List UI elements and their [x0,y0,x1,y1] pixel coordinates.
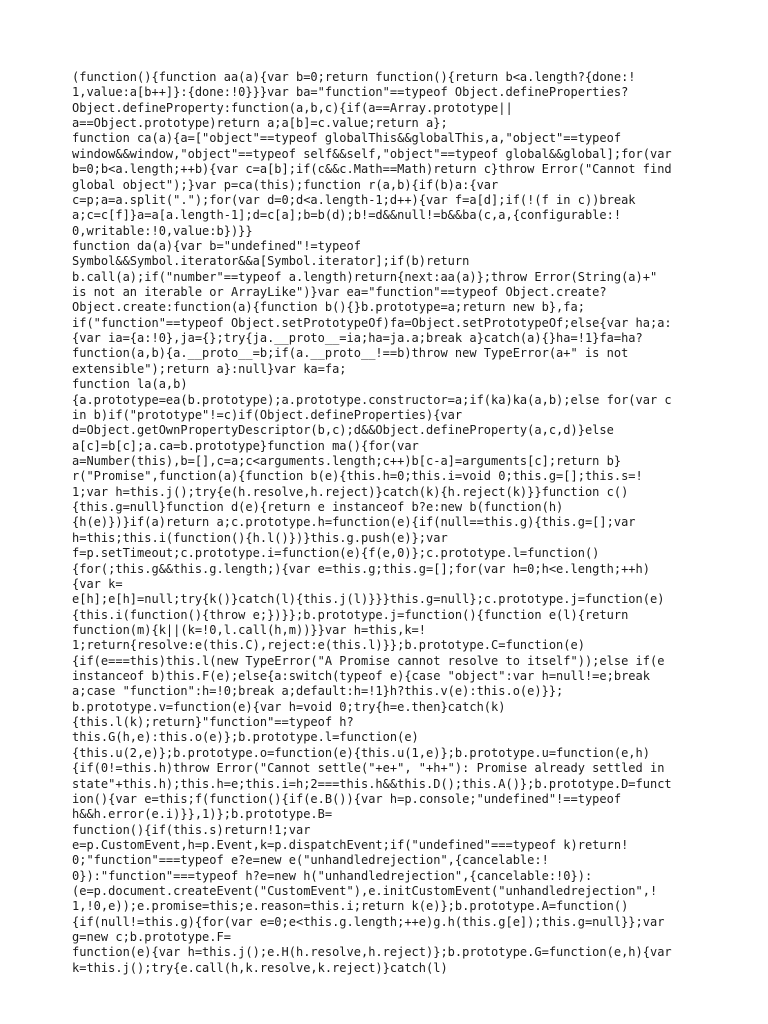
code-line: {this.l(k);return}"function"==typeof h? [72,715,354,730]
code-line: (function(){function aa(a){var b=0;return function(){return b<a.length?{done:! [72,70,636,84]
code-line: b.prototype.v=function(e){var h=void 0;try{h=e.then}catch(k) [72,699,506,714]
code-line: 1;var h=this.j();try{e(h.resolve,h.reject)}catch(k){h.reject(k)}}function c() [72,484,629,499]
code-line: 1;return{resolve:e(this.C),reject:e(this.l)}};b.prototype.C=function(e) [72,638,585,653]
code-line: e[h];e[h]=null;try{k()}catch(l){this.j(l)}}}this.g=null};c.prototype.j=function(e) [72,592,665,607]
code-line: function(m){k||(k=!0,l.call(h,m))}}var h=this,k=! [72,622,427,637]
code-line: r("Promise",function(a){function b(e){this.h=0;this.i=void 0;this.g=[];this.s=! [72,469,643,484]
code-line: h&&h.error(e.i)}},1)};b.prototype.B= [72,807,333,822]
code-line: a;c=c[f]}a=a[a.length-1];d=c[a];b=b(d);b!=d&&null!=b&&ba(c,a,{configurable:! [72,208,622,223]
code-line: {if(0!=this.h)throw Error("Cannot settle("+e+", "+h+"): Promise already settled in [72,761,665,776]
code-line: f=p.setTimeout;c.prototype.i=function(e){f(e,0)};c.prototype.l=function() [72,546,600,561]
source-code-view [72,70,702,976]
code-line: {var ia={a:!0},ja={};try{ja.__proto__=ia;ha=ja.a;break a}catch(a){}ha=!1}fa=ha? [72,331,643,346]
code-line: {for(;this.g&&this.g.length;){var e=this.g;this.g=[];for(var h=0;h<e.length;++h) [72,561,650,576]
code-line: k=this.j();try{e.call(h,k.resolve,k.reject)}catch(l) [72,960,448,975]
code-line: function(){if(this.s)return!1;var [72,822,311,837]
code-line: a[c]=b[c];a.ca=b.prototype}function ma(){for(var [72,438,419,453]
code-line: instanceof b)this.F(e);else{a:switch(typeof e){case "object":var h=null!=e;break [72,669,650,684]
code-line: function da(a){var b="undefined"!=typeof [72,238,361,253]
code-line: a;case "function":h=!0;break a;default:h=!1}h?this.v(e):this.o(e)}}; [72,684,564,699]
code-line: 1,value:a[b++]}:{done:!0}}}var ba="function"==typeof Object.defineProperties? [72,85,629,100]
code-line: if("function"==typeof Object.setPrototypeOf)fa=Object.setPrototypeOf;else{var ha;a: [72,315,672,330]
code-line: {h(e)})}if(a)return a;c.prototype.h=function(e){if(null==this.g){this.g=[];var [72,515,636,530]
code-line: g=new c;b.prototype.F= [72,930,231,945]
code-line: c=p;a=a.split(".");for(var d=0;d<a.length-1;d++){var f=a[d];if(!(f in c))break [72,192,636,207]
code-line: is not an iterable or ArrayLike")}var ea="function"==typeof Object.create? [72,285,607,300]
code-line: {this.u(2,e)};b.prototype.o=function(e){this.u(1,e)};b.prototype.u=function(e,h) [72,745,650,760]
code-line: state"+this.h);this.h=e;this.i=h;2===this.h&&this.D();this.A()};b.prototype.D=funct [72,776,672,791]
code-line: 0;"function"===typeof e?e=new e("unhandledrejection",{cancelable:! [72,853,549,868]
code-line: d=Object.getOwnPropertyDescriptor(b,c);d&&Object.defineProperty(a,c,d)}else [72,423,614,438]
code-line: 0,writable:!0,value:b})}} [72,223,253,238]
code-line: {if(e===this)this.l(new TypeError("A Promise cannot resolve to itself"));else if(e [72,653,665,668]
code-line: Symbol&&Symbol.iterator&&a[Symbol.iterator];if(b)return [72,254,470,269]
code-line: {this.i(function(){throw e;})}};b.prototype.j=function(){function e(l){return [72,607,629,622]
code-line: function(a,b){a.__proto__=b;if(a.__proto__!==b)throw new TypeError(a+" is not [72,346,629,361]
code-line: function ca(a){a=["object"==typeof globalThis&&globalThis,a,"object"==typeof [72,131,622,146]
code-line: {var k= [72,576,123,591]
code-line: 1,!0,e));e.promise=this;e.reason=this.i;return k(e)};b.prototype.A=function() [72,899,629,914]
code-line: function(e){var h=this.j();e.H(h.resolve,h.reject)};b.prototype.G=function(e,h){var [72,945,672,960]
code-line: e=p.CustomEvent,h=p.Event,k=p.dispatchEvent;if("undefined"===typeof k)return! [72,837,629,852]
code-line: function la(a,b) [72,377,188,392]
code-line: {this.g=null}function d(e){return e instanceof b?e:new b(function(h) [72,500,564,515]
code-line: this.G(h,e):this.o(e)};b.prototype.l=function(e) [72,730,419,745]
code-line: extensible");return a}:null}var ka=fa; [72,361,347,376]
code-line: h=this;this.i(function(){h.l()})}this.g.push(e)};var [72,530,448,545]
code-line: {if(null!=this.g){for(var e=0;e<this.g.length;++e)g.h(this.g[e]);this.g=null}};var [72,914,665,929]
code-line: global object");}var p=ca(this);function r(a,b){if(b)a:{var [72,177,499,192]
code-line: Object.defineProperty:function(a,b,c){if(a==Array.prototype|| [72,100,513,115]
code-line: (e=p.document.createEvent("CustomEvent"),e.initCustomEvent("unhandledrejection",! [72,884,658,899]
code-line: Object.create:function(a){function b(){}b.prototype=a;return new b},fa; [72,300,585,315]
code-line: b.call(a);if("number"==typeof a.length)return{next:aa(a)};throw Error(String(a)+" [72,269,658,284]
code-line: {a.prototype=ea(b.prototype);a.prototype.constructor=a;if(ka)ka(a,b);else for(var c [72,392,672,407]
code-line: b=0;b<a.length;++b){var c=a[b];if(c&&c.Math==Math)return c}throw Error("Cannot find [72,162,672,177]
code-line: in b)if("prototype"!=c)if(Object.defineProperties){var [72,407,463,422]
code-line: a==Object.prototype)return a;a[b]=c.value;return a}; [72,116,448,131]
code-line: 0}):"function"===typeof h?e=new h("unhandledrejection",{cancelable:!0}): [72,868,593,883]
code-line: ion(){var e=this;f(function(){if(e.B()){var h=p.console;"undefined"!==typeof [72,791,622,806]
code-line: window&&window,"object"==typeof self&&self,"object"==typeof global&&global];for(var [72,146,672,161]
code-line: a=Number(this),b=[],c=a;c<arguments.length;c++)b[c-a]=arguments[c];return b} [72,453,622,468]
